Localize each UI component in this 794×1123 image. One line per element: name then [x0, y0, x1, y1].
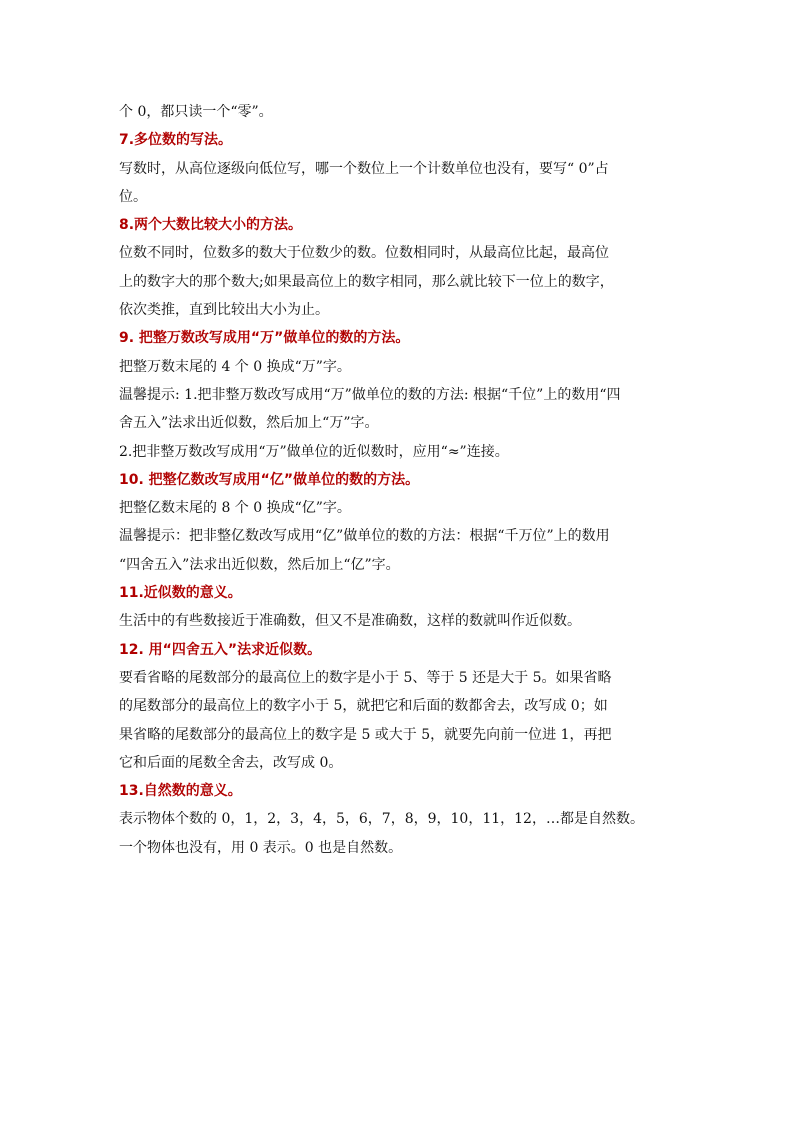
text-line: 生活中的有些数接近于准确数，但又不是准确数，这样的数就叫作近似数。: [119, 613, 581, 630]
tip-line: 温馨提示: 1.把非整万数改写成用“万”做单位的数的方法: 根据“千位”上的数用“四: [119, 386, 621, 403]
section-heading-8: 8.两个大数比较大小的方法。: [119, 217, 303, 234]
text-line: 上的数字大的那个数大;如果最高位上的数字相同，那么就比较下一位上的数字，: [119, 273, 614, 290]
text-line: 位数不同时，位数多的数大于位数少的数。位数相同时，从最高位比起，最高位: [119, 245, 609, 262]
text-line: 位。: [119, 188, 147, 205]
text-line: 的尾数部分的最高位上的数字小于 5，就把它和后面的数都舍去，改写成 0；如: [119, 698, 608, 715]
section-heading-7: 7.多位数的写法。: [119, 132, 233, 149]
tip-line: 温馨提示：把非整亿数改写成用“亿”做单位的数的方法：根据“千万位”上的数用: [119, 528, 610, 545]
tip-line: “四舍五入”法求出近似数，然后加上“亿”字。: [119, 556, 400, 573]
text-line: 一个物体也没有，用 0 表示。0 也是自然数。: [119, 839, 403, 856]
text-line: 把整万数末尾的 4 个 0 换成“万”字。: [119, 358, 351, 375]
section-heading-13: 13.自然数的意义。: [119, 783, 242, 800]
section-heading-10: 10. 把整亿数改写成用“亿”做单位的数的方法。: [119, 471, 420, 488]
document-page: [119, 98, 694, 862]
text-line: 要看省略的尾数部分的最高位上的数字是小于 5、等于 5 还是大于 5。如果省略: [119, 669, 612, 686]
tip-line: 舍五入”法求出近似数，然后加上“万”字。: [119, 415, 379, 432]
text-line: 个 0，都只读一个“零”。: [119, 104, 273, 120]
tip-line: 2.把非整万数改写成用“万”做单位的近似数时，应用“≈”连接。: [119, 443, 509, 460]
text-line: 依次类推，直到比较出大小为止。: [119, 302, 329, 319]
section-heading-11: 11.近似数的意义。: [119, 585, 242, 602]
text-line: 写数时，从高位逐级向低位写，哪一个数位上一个计数单位也没有，要写“ 0”占: [119, 160, 609, 177]
text-line: 果省略的尾数部分的最高位上的数字是 5 或大于 5，就要先向前一位进 1，再把: [119, 726, 612, 743]
text-line: 它和后面的尾数全舍去，改写成 0。: [119, 754, 343, 771]
section-heading-12: 12. 用“四舍五入”法求近似数。: [119, 641, 322, 658]
section-heading-9: 9. 把整万数改写成用“万”做单位的数的方法。: [119, 330, 410, 347]
text-line: 表示物体个数的 0，1，2，3，4，5，6，7，8，9，10，11，12，…都是自然数。: [119, 811, 644, 828]
text-line: 把整亿数末尾的 8 个 0 换成“亿”字。: [119, 500, 351, 517]
